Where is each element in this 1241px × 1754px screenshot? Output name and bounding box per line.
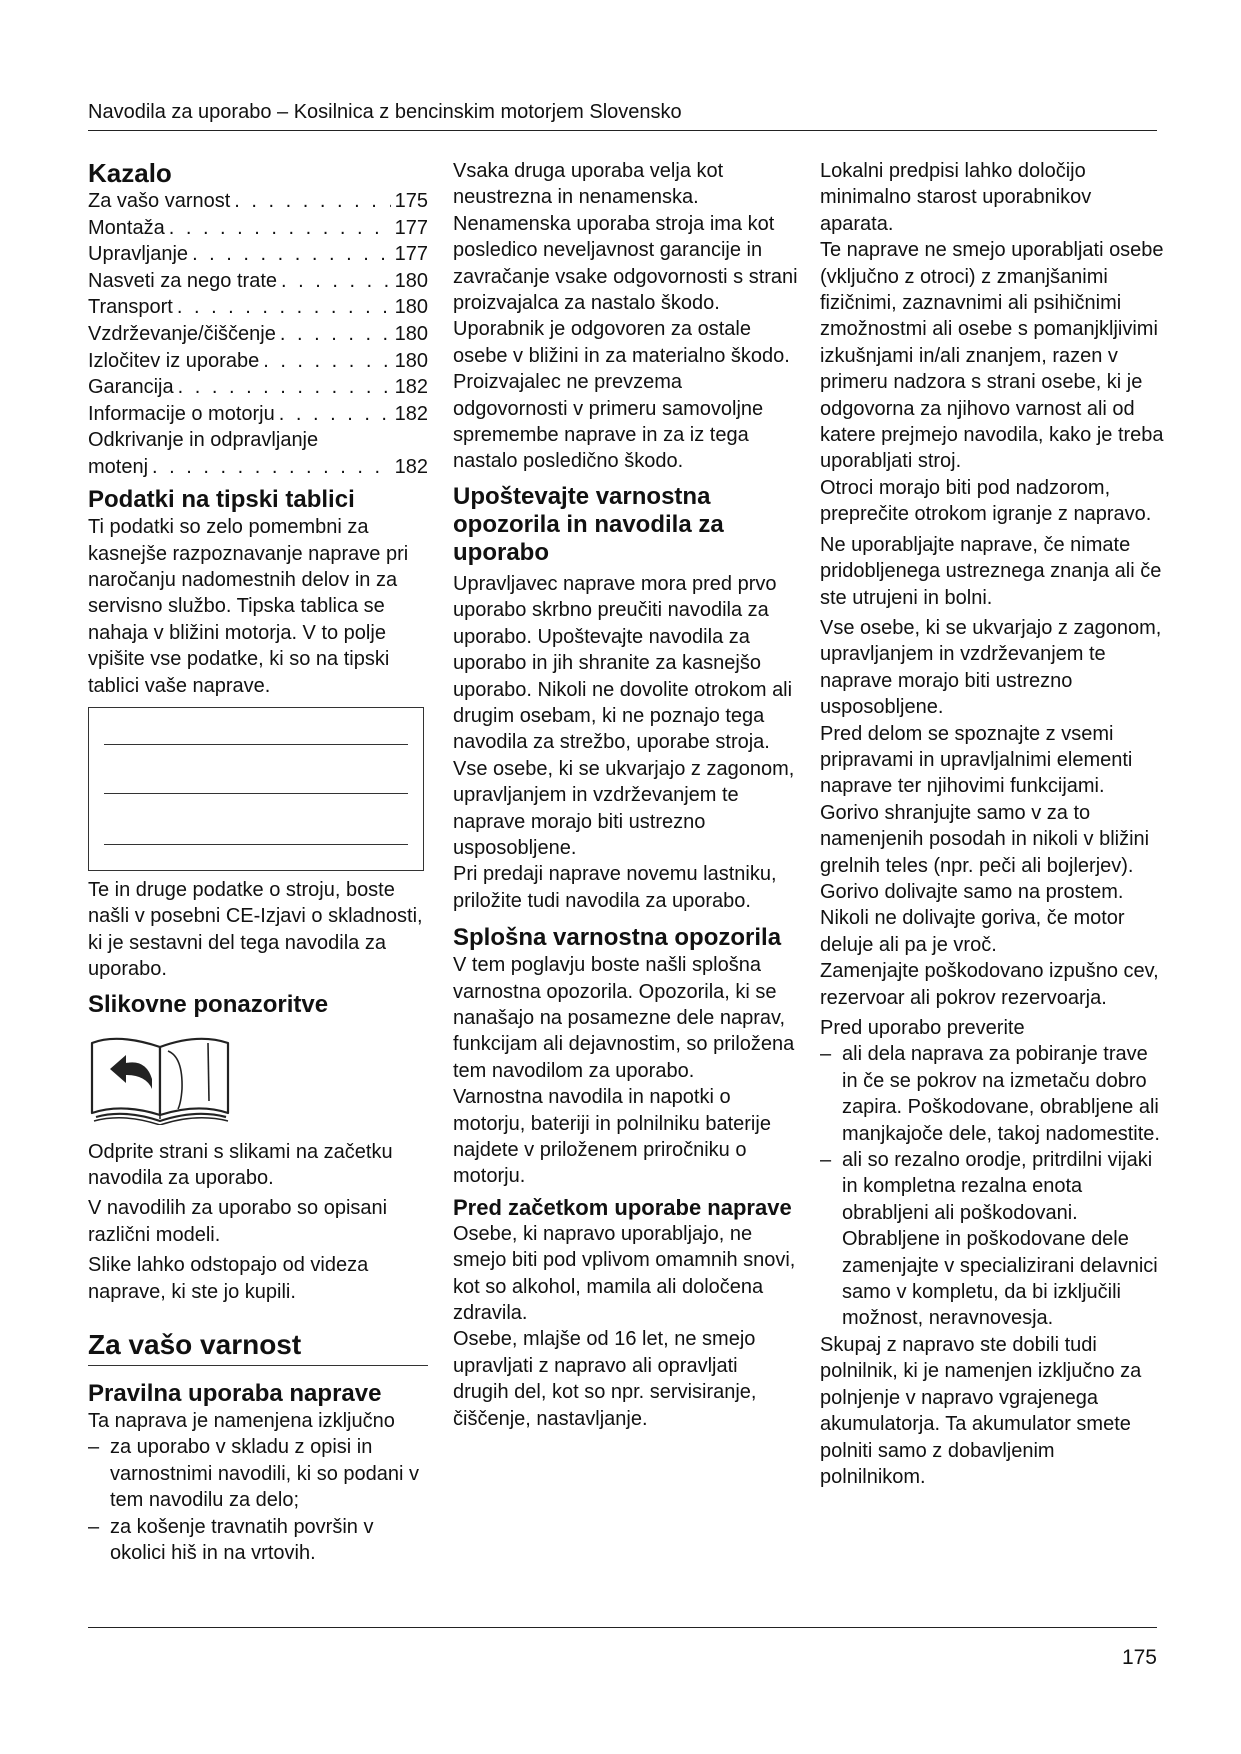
paragraph: Lokalni predpisi lahko določijo minimalno starost uporabnikov aparata. [820, 160, 1092, 235]
pictures-title: Slikovne ponazoritve [88, 990, 329, 1018]
open-book-icon [88, 1029, 234, 1125]
rating-plate-text: Ti podatki so zelo pomembni za kasnejše razpoznavanje naprave pri naročanju nadomestnih delov in za servisno službo. Tipska tablica se nahaja v bližini motorja. V to polje vpišite vse podatke, ki so na tipski tablici vaše naprave. [88, 516, 409, 697]
paragraph: V tem poglavju boste našli splošna varnostna opozorila. Opozorila, ki se nanašajo na posamezne dele naprav, funkcijam ali dejavnostim, so priložena tem navodilom za uporabo. [453, 954, 795, 1082]
paragraph: Vsaka druga uporaba velja kot neustrezna in nenamenska. Nenamenska uporaba stroja ima kot posledico neveljavnost garancije in zavračanje vsake odgovornosti s strani proizvajalca za nastalo škodo. Uporabnik je odgovoren za ostale osebe v bližini in za materialno škodo. [453, 160, 798, 367]
paragraph: Varnostna navodila in napotki o motorju, bateriji in polnilniku baterije najdete v priloženem priročniku o motorju. [453, 1086, 771, 1188]
paragraph: Pred uporabo preverite [820, 1017, 1025, 1039]
toc-entry[interactable]: Za vašo varnost . . . 175 [88, 188, 428, 215]
paragraph: Te naprave ne smejo uporabljati osebe (vključno z otroci) z zmanjšanimi fizičnimi, zaznavnimi ali psihičnimi zmožnostmi ali osebe s pomanjkljivimi izkušnjami in/ali znanjem, razen v primeru nadzora s strani osebe, ki je odgovorna za njihovo varnost ali od katere prejmejo navodila, kako je treba uporabljati stroj. [820, 239, 1164, 473]
paragraph: Gorivo shranjujte samo v za to namenjenih posodah in nikoli v bližini grelnih teles (npr. peči ali bojlerjev). Gorivo dolivajte samo na prostem. [820, 801, 1150, 903]
toc-entry[interactable]: Odkrivanje in odpravljanje motenj . . . 182 [88, 427, 428, 480]
pictures-text-2: V navodilih za uporabo so opisani različni modeli. [88, 1197, 388, 1246]
paragraph: Proizvajalec ne prevzema odgovornosti v primeru samovoljne spremembe naprave in za iz tega nastalo posledično škodo. [453, 371, 764, 473]
pictures-text-1: Odprite strani s slikami na začetku navodila za uporabo. [88, 1140, 393, 1190]
proper-use-title: Pravilna uporaba naprave [88, 1380, 382, 1408]
safety-section-title: Za vašo varnost [88, 1329, 428, 1366]
paragraph: Skupaj z napravo ste dobili tudi polnilnik, ki je namenjen izključno za polnjenje v napravo vgrajenega akumulatorja. Ta akumulator smete polniti samo z dobavljenim polnilnikom. [820, 1333, 1142, 1488]
list-item: – ali so rezalno orodje, pritrdilni vijaki in kompletna rezalna enota obrabljeni ali poškodovani. Obrabljene in poškodovane dele zamenjajte v specializirani delavnici samo v kompletu, da bi izključili možnost, neravnovesja. [820, 1147, 1165, 1332]
paragraph: Upravljavec naprave mora pred prvo uporabo skrbno preučiti navodila za uporabo. Upoštevajte navodila za uporabo in jih shranite za kasnejšo uporabo. Nikoli ne dovolite otrokom ali drugim osebam, ki ne poznajo tega navodila za strežbo, uporabe stroja. [453, 572, 793, 754]
list-item: – za uporabo v skladu z opisi in varnostnimi navodili, ki so podani v tem navodilu za delo; [88, 1434, 428, 1513]
paragraph: Otroci morajo biti pod nadzorom, preprečite otrokom igranje z napravo. [820, 476, 1152, 526]
list-item: – ali dela naprava za pobiranje trave in če se pokrov na izmetaču dobro zapira. Poškodovane, obrabljene ali manjkajoče dele, takoj nadomestite. [820, 1041, 1165, 1147]
observe-instructions-title: Upoštevajte varnostna opozorila in navodila za uporabo [453, 482, 724, 566]
paragraph: Zamenjajte poškodovano izpušno cev, rezervoar ali pokrov rezervoarja. [820, 960, 1159, 1009]
paragraph: Pred delom se spoznajte z vsemi pripravami in upravljalnimi elementi naprave ter njihovimi funkcijami. [820, 722, 1133, 798]
paragraph: Osebe, ki napravo uporabljajo, ne smejo biti pod vplivom omamnih snovi, kot so alkohol, mamila ali določena zdravila. [453, 1222, 796, 1325]
list-item: – za košenje travnatih površin v okolici hiš in na vrtovih. [88, 1514, 428, 1567]
paragraph: Vse osebe, ki se ukvarjajo z zagonom, upravljanjem in vzdrževanjem te naprave morajo biti ustrezno usposobljene. [820, 616, 1162, 719]
header-rule [88, 130, 1157, 131]
column-1 [88, 158, 428, 1567]
toc-entry[interactable]: Upravljanje . . . 177 [88, 241, 428, 268]
plate-line [104, 793, 408, 794]
rating-plate-box[interactable] [88, 707, 424, 871]
toc-entry[interactable]: Montaža . . . 177 [88, 215, 428, 242]
toc-entry[interactable]: Vzdrževanje/čiščenje . . . 180 [88, 321, 428, 348]
pictures-text-3: Slike lahko odstopajo od videza naprave, ki ste jo kupili. [88, 1254, 369, 1303]
toc-entry[interactable]: Nasveti za nego trate . . . 180 [88, 268, 428, 295]
page-number: 175 [1121, 1646, 1157, 1669]
general-safety-title: Splošna varnostna opozorila [453, 924, 782, 952]
paragraph: Osebe, mlajše od 16 let, ne smejo upravljati z napravo ali opravljati drugih del, kot so npr. servisiranje, čiščenje, nastavljanje. [453, 1328, 757, 1430]
paragraph: Vse osebe, ki se ukvarjajo z zagonom, upravljanjem in vzdrževanjem te naprave morajo biti ustrezno usposobljene. [453, 757, 795, 859]
toc-entry[interactable]: Izločitev iz uporabe . . . 180 [88, 348, 428, 375]
column-3 [820, 158, 1165, 1490]
proper-use-list [88, 1434, 428, 1566]
before-use-title: Pred začetkom uporabe naprave [453, 1194, 792, 1220]
pre-use-checklist [820, 1041, 1165, 1331]
plate-line [104, 844, 408, 845]
paragraph: Pri predaji naprave novemu lastniku, priložite tudi navodila za uporabo. [453, 863, 777, 912]
plate-line [104, 744, 408, 745]
ce-text: Te in druge podatke o stroju, boste našli v posebni CE-Izjavi o skladnosti, ki je sestavni del tega navodila za uporabo. [88, 879, 423, 981]
running-header: Navodila za uporabo – Kosilnica z bencinskim motorjem Slovensko [88, 101, 682, 123]
proper-use-intro: Ta naprava je namenjena izključno [88, 1410, 395, 1433]
paragraph: Ne uporabljajte naprave, če nimate pridobljenega ustreznega znanja ali če ste utrujeni in bolni. [820, 533, 1162, 609]
footer-rule [88, 1627, 1157, 1628]
toc-entry[interactable]: Transport . . . 180 [88, 294, 428, 321]
column-2 [453, 158, 798, 1432]
table-of-contents [88, 188, 428, 480]
toc-entry[interactable]: Garancija . . . 182 [88, 374, 428, 401]
toc-title: Kazalo [88, 158, 172, 188]
toc-entry[interactable]: Informacije o motorju . . . 182 [88, 401, 428, 428]
rating-plate-title: Podatki na tipski tablici [88, 486, 355, 514]
paragraph: Nikoli ne dolivajte goriva, če motor deluje ali pa je vroč. [820, 907, 1125, 956]
